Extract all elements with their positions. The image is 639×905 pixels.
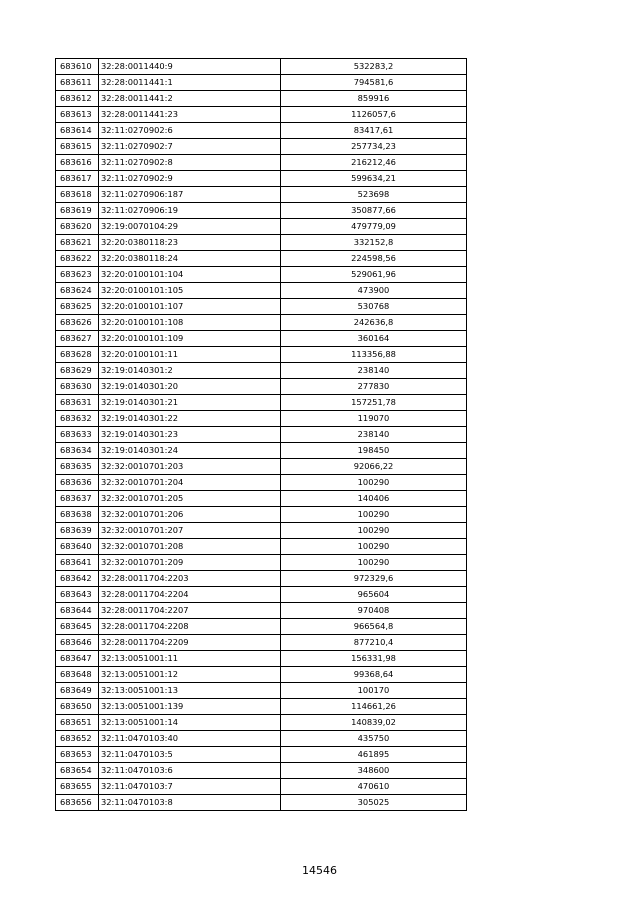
- value-cell: 523698: [281, 187, 467, 203]
- row-number-cell: 683640: [56, 539, 99, 555]
- value-cell: 242636,8: [281, 315, 467, 331]
- table-row: [56, 587, 467, 603]
- row-number-cell: 683643: [56, 587, 99, 603]
- cadastral-number-cell: 32:13:0051001:13: [99, 683, 281, 699]
- row-number-cell: 683653: [56, 747, 99, 763]
- value-cell: 224598,56: [281, 251, 467, 267]
- row-number-cell: 683636: [56, 475, 99, 491]
- cadastral-number-cell: 32:11:0270902:7: [99, 139, 281, 155]
- row-number-cell: 683639: [56, 523, 99, 539]
- table-row: [56, 75, 467, 91]
- value-cell: 140839,02: [281, 715, 467, 731]
- table-row: [56, 651, 467, 667]
- value-cell: 140406: [281, 491, 467, 507]
- cadastral-number-cell: 32:19:0140301:24: [99, 443, 281, 459]
- row-number-cell: 683647: [56, 651, 99, 667]
- value-cell: 83417,61: [281, 123, 467, 139]
- row-number-cell: 683641: [56, 555, 99, 571]
- cadastral-number-cell: 32:11:0270906:187: [99, 187, 281, 203]
- row-number-cell: 683624: [56, 283, 99, 299]
- cadastral-number-cell: 32:19:0140301:22: [99, 411, 281, 427]
- table-row: [56, 475, 467, 491]
- row-number-cell: 683618: [56, 187, 99, 203]
- table-row: [56, 699, 467, 715]
- row-number-cell: 683623: [56, 267, 99, 283]
- row-number-cell: 683651: [56, 715, 99, 731]
- cadastral-number-cell: 32:11:0470103:6: [99, 763, 281, 779]
- table-row: [56, 235, 467, 251]
- cadastral-value-table-container: [55, 58, 466, 811]
- row-number-cell: 683638: [56, 507, 99, 523]
- cadastral-value-table: [55, 58, 467, 811]
- cadastral-number-cell: 32:32:0010701:203: [99, 459, 281, 475]
- row-number-cell: 683621: [56, 235, 99, 251]
- value-cell: 332152,8: [281, 235, 467, 251]
- value-cell: 473900: [281, 283, 467, 299]
- value-cell: 970408: [281, 603, 467, 619]
- row-number-cell: 683614: [56, 123, 99, 139]
- table-row: [56, 379, 467, 395]
- value-cell: 277830: [281, 379, 467, 395]
- table-row: [56, 411, 467, 427]
- row-number-cell: 683632: [56, 411, 99, 427]
- cadastral-number-cell: 32:20:0100101:109: [99, 331, 281, 347]
- value-cell: 100170: [281, 683, 467, 699]
- cadastral-number-cell: 32:32:0010701:209: [99, 555, 281, 571]
- cadastral-number-cell: 32:13:0051001:11: [99, 651, 281, 667]
- cadastral-number-cell: 32:20:0100101:108: [99, 315, 281, 331]
- value-cell: 859916: [281, 91, 467, 107]
- table-row: [56, 91, 467, 107]
- value-cell: 238140: [281, 363, 467, 379]
- table-row: [56, 155, 467, 171]
- row-number-cell: 683654: [56, 763, 99, 779]
- value-cell: 99368,64: [281, 667, 467, 683]
- table-row: [56, 363, 467, 379]
- cadastral-number-cell: 32:13:0051001:139: [99, 699, 281, 715]
- value-cell: 198450: [281, 443, 467, 459]
- value-cell: 100290: [281, 507, 467, 523]
- table-row: [56, 539, 467, 555]
- table-row: [56, 619, 467, 635]
- cadastral-number-cell: 32:32:0010701:207: [99, 523, 281, 539]
- value-cell: 1126057,6: [281, 107, 467, 123]
- cadastral-number-cell: 32:32:0010701:205: [99, 491, 281, 507]
- table-row: [56, 635, 467, 651]
- row-number-cell: 683619: [56, 203, 99, 219]
- table-row: [56, 107, 467, 123]
- row-number-cell: 683637: [56, 491, 99, 507]
- table-row: [56, 59, 467, 75]
- row-number-cell: 683650: [56, 699, 99, 715]
- table-row: [56, 459, 467, 475]
- value-cell: 794581,6: [281, 75, 467, 91]
- value-cell: 100290: [281, 555, 467, 571]
- row-number-cell: 683627: [56, 331, 99, 347]
- cadastral-number-cell: 32:19:0140301:20: [99, 379, 281, 395]
- cadastral-number-cell: 32:32:0010701:208: [99, 539, 281, 555]
- table-row: [56, 779, 467, 795]
- value-cell: 216212,46: [281, 155, 467, 171]
- row-number-cell: 683634: [56, 443, 99, 459]
- value-cell: 92066,22: [281, 459, 467, 475]
- row-number-cell: 683644: [56, 603, 99, 619]
- cadastral-number-cell: 32:19:0140301:2: [99, 363, 281, 379]
- cadastral-number-cell: 32:20:0100101:105: [99, 283, 281, 299]
- cadastral-number-cell: 32:11:0270906:19: [99, 203, 281, 219]
- value-cell: 972329,6: [281, 571, 467, 587]
- cadastral-number-cell: 32:11:0470103:5: [99, 747, 281, 763]
- table-row: [56, 555, 467, 571]
- table-row: [56, 571, 467, 587]
- value-cell: 877210,4: [281, 635, 467, 651]
- table-row: [56, 683, 467, 699]
- table-row: [56, 299, 467, 315]
- table-row: [56, 443, 467, 459]
- row-number-cell: 683642: [56, 571, 99, 587]
- table-row: [56, 203, 467, 219]
- row-number-cell: 683625: [56, 299, 99, 315]
- row-number-cell: 683628: [56, 347, 99, 363]
- value-cell: 100290: [281, 539, 467, 555]
- cadastral-number-cell: 32:11:0470103:8: [99, 795, 281, 811]
- cadastral-number-cell: 32:28:0011441:2: [99, 91, 281, 107]
- cadastral-number-cell: 32:20:0380118:24: [99, 251, 281, 267]
- value-cell: 348600: [281, 763, 467, 779]
- cadastral-number-cell: 32:28:0011704:2208: [99, 619, 281, 635]
- row-number-cell: 683655: [56, 779, 99, 795]
- cadastral-number-cell: 32:11:0470103:7: [99, 779, 281, 795]
- value-cell: 599634,21: [281, 171, 467, 187]
- value-cell: 470610: [281, 779, 467, 795]
- row-number-cell: 683635: [56, 459, 99, 475]
- cadastral-number-cell: 32:28:0011704:2203: [99, 571, 281, 587]
- cadastral-number-cell: 32:28:0011441:1: [99, 75, 281, 91]
- cadastral-number-cell: 32:28:0011440:9: [99, 59, 281, 75]
- cadastral-number-cell: 32:28:0011704:2204: [99, 587, 281, 603]
- table-row: [56, 171, 467, 187]
- table-row: [56, 523, 467, 539]
- cadastral-number-cell: 32:20:0100101:11: [99, 347, 281, 363]
- row-number-cell: 683630: [56, 379, 99, 395]
- table-row: [56, 139, 467, 155]
- row-number-cell: 683611: [56, 75, 99, 91]
- row-number-cell: 683617: [56, 171, 99, 187]
- row-number-cell: 683629: [56, 363, 99, 379]
- cadastral-number-cell: 32:11:0470103:40: [99, 731, 281, 747]
- row-number-cell: 683652: [56, 731, 99, 747]
- cadastral-number-cell: 32:11:0270902:9: [99, 171, 281, 187]
- row-number-cell: 683633: [56, 427, 99, 443]
- cadastral-number-cell: 32:32:0010701:206: [99, 507, 281, 523]
- table-row: [56, 763, 467, 779]
- table-row: [56, 267, 467, 283]
- cadastral-number-cell: 32:19:0140301:21: [99, 395, 281, 411]
- table-row: [56, 123, 467, 139]
- cadastral-number-cell: 32:28:0011704:2209: [99, 635, 281, 651]
- row-number-cell: 683616: [56, 155, 99, 171]
- row-number-cell: 683646: [56, 635, 99, 651]
- cadastral-number-cell: 32:20:0100101:104: [99, 267, 281, 283]
- value-cell: 966564,8: [281, 619, 467, 635]
- value-cell: 114661,26: [281, 699, 467, 715]
- table-row: [56, 731, 467, 747]
- table-row: [56, 395, 467, 411]
- cadastral-number-cell: 32:13:0051001:14: [99, 715, 281, 731]
- value-cell: 965604: [281, 587, 467, 603]
- table-row: [56, 507, 467, 523]
- value-cell: 532283,2: [281, 59, 467, 75]
- value-cell: 100290: [281, 475, 467, 491]
- cadastral-number-cell: 32:32:0010701:204: [99, 475, 281, 491]
- table-row: [56, 347, 467, 363]
- value-cell: 350877,66: [281, 203, 467, 219]
- row-number-cell: 683631: [56, 395, 99, 411]
- row-number-cell: 683626: [56, 315, 99, 331]
- table-row: [56, 219, 467, 235]
- row-number-cell: 683622: [56, 251, 99, 267]
- cadastral-number-cell: 32:19:0070104:29: [99, 219, 281, 235]
- cadastral-number-cell: 32:19:0140301:23: [99, 427, 281, 443]
- value-cell: 360164: [281, 331, 467, 347]
- value-cell: 435750: [281, 731, 467, 747]
- table-row: [56, 283, 467, 299]
- value-cell: 238140: [281, 427, 467, 443]
- value-cell: 529061,96: [281, 267, 467, 283]
- page-number: 14546: [302, 864, 337, 877]
- table-row: [56, 331, 467, 347]
- value-cell: 305025: [281, 795, 467, 811]
- row-number-cell: 683645: [56, 619, 99, 635]
- row-number-cell: 683648: [56, 667, 99, 683]
- cadastral-number-cell: 32:28:0011441:23: [99, 107, 281, 123]
- value-cell: 257734,23: [281, 139, 467, 155]
- value-cell: 461895: [281, 747, 467, 763]
- row-number-cell: 683620: [56, 219, 99, 235]
- table-row: [56, 795, 467, 811]
- table-row: [56, 603, 467, 619]
- row-number-cell: 683613: [56, 107, 99, 123]
- row-number-cell: 683649: [56, 683, 99, 699]
- row-number-cell: 683615: [56, 139, 99, 155]
- table-row: [56, 715, 467, 731]
- table-body: [56, 59, 467, 811]
- value-cell: 530768: [281, 299, 467, 315]
- cadastral-number-cell: 32:11:0270902:8: [99, 155, 281, 171]
- cadastral-number-cell: 32:11:0270902:6: [99, 123, 281, 139]
- row-number-cell: 683610: [56, 59, 99, 75]
- value-cell: 156331,98: [281, 651, 467, 667]
- table-row: [56, 427, 467, 443]
- table-row: [56, 491, 467, 507]
- cadastral-number-cell: 32:20:0100101:107: [99, 299, 281, 315]
- table-row: [56, 315, 467, 331]
- cadastral-number-cell: 32:13:0051001:12: [99, 667, 281, 683]
- value-cell: 113356,88: [281, 347, 467, 363]
- row-number-cell: 683656: [56, 795, 99, 811]
- value-cell: 100290: [281, 523, 467, 539]
- table-row: [56, 187, 467, 203]
- value-cell: 157251,78: [281, 395, 467, 411]
- table-row: [56, 667, 467, 683]
- value-cell: 119070: [281, 411, 467, 427]
- value-cell: 479779,09: [281, 219, 467, 235]
- cadastral-number-cell: 32:20:0380118:23: [99, 235, 281, 251]
- row-number-cell: 683612: [56, 91, 99, 107]
- table-row: [56, 747, 467, 763]
- table-row: [56, 251, 467, 267]
- cadastral-number-cell: 32:28:0011704:2207: [99, 603, 281, 619]
